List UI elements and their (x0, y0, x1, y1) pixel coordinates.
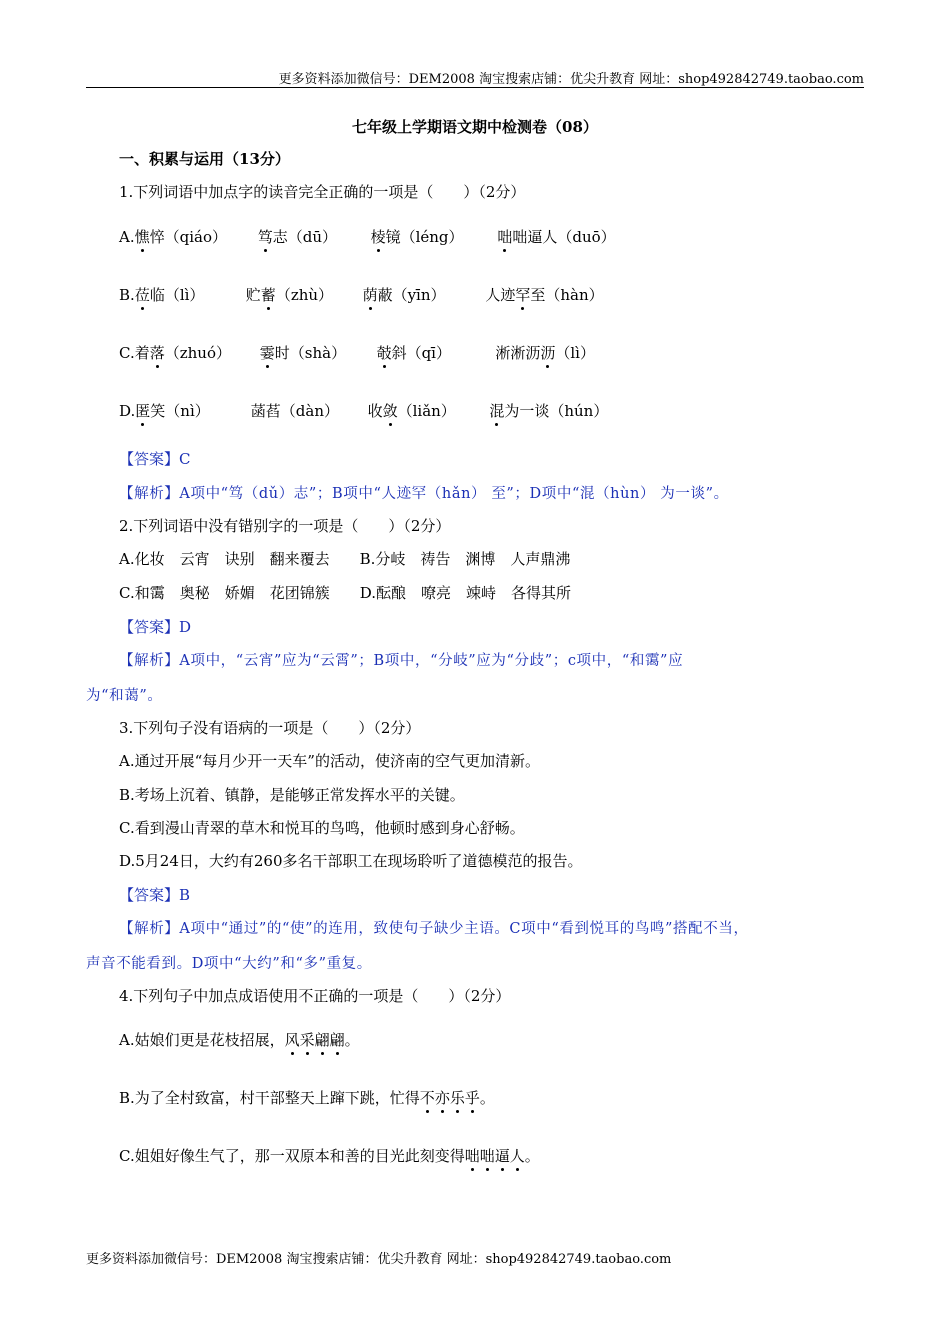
q3-option-a: A.通过开展“每月少开一天车”的活动，使济南的空气更加清新。 (119, 752, 540, 770)
q1-analysis: 【解析】A项中“笃（dǔ）志”；B项中“人迹罕（hǎn） 至”；D项中“混（hùn） 为一谈”。 (119, 486, 729, 502)
q1-option-d: D.匿笑（nì） 菡萏（dàn） 收敛（liǎn） 混为一谈（hún） (119, 402, 609, 420)
q4-option-a: A.姑娘们更是花枝招展，风采翩翩。 (119, 1031, 360, 1049)
q4-stem: 4.下列句子中加点成语使用不正确的一项是（ ）（2分） (119, 987, 511, 1005)
q3-option-d: D.5月24日，大约有260多名干部职工在现场聆听了道德模范的报告。 (119, 852, 583, 870)
page-title: 七年级上学期语文期中检测卷（08） (352, 118, 598, 136)
q1-option-c: C.着落（zhuó） 霎时（shà） 攲斜（qī） 淅淅沥沥（lì） (119, 344, 595, 362)
q4-option-c: C.姐姐好像生气了，那一双原本和善的目光此刻变得咄咄逼人。 (119, 1147, 540, 1165)
q1-answer: 【答案】C (119, 450, 191, 468)
section-heading: 一、积累与运用（13分） (119, 150, 290, 168)
q2-stem: 2.下列词语中没有错别字的一项是（ ）（2分） (119, 517, 451, 535)
q1-stem: 1.下列词语中加点字的读音完全正确的一项是（ ）（2分） (119, 183, 526, 201)
q3-option-b: B.考场上沉着、镇静，是能够正常发挥水平的关键。 (119, 786, 465, 804)
q3-option-c: C.看到漫山青翠的草木和悦耳的鸟鸣，他顿时感到身心舒畅。 (119, 819, 525, 837)
q3-stem: 3.下列句子没有语病的一项是（ ）（2分） (119, 719, 421, 737)
q2-analysis-cont: 为“和蔼”。 (86, 688, 163, 704)
header-rule (86, 87, 864, 88)
q1-option-a: A.憔悴（qiáo） 笃志（dū） 棱镜（léng） 咄咄逼人（duō） (119, 228, 616, 246)
q2-answer: 【答案】D (119, 618, 192, 636)
q2-analysis: 【解析】A项中，“云宵”应为“云霄”；B项中，“分岐”应为“分歧”；c项中，“和霭”应 (119, 653, 684, 669)
page-header: 更多资料添加微信号：DEM2008 淘宝搜索店铺：优尖升教育 网址：shop492842749.taobao.com (278, 72, 864, 87)
q1-option-b: B.莅临（lì） 贮蓄（zhù） 荫蔽（yīn） 人迹罕至（hàn） (119, 286, 604, 304)
q2-options-ab: A.化妆 云宵 诀别 翻来覆去 B.分岐 祷告 渊博 人声鼎沸 (119, 550, 571, 568)
q3-answer: 【答案】B (119, 886, 191, 904)
q3-analysis: 【解析】A项中“通过”的“使”的连用，致使句子缺少主语。C项中“看到悦耳的鸟鸣”搭配不当， (119, 921, 749, 937)
q3-analysis-cont: 声音不能看到。D项中“大约”和“多”重复。 (86, 956, 372, 972)
q2-options-cd: C.和霭 奥秘 娇媚 花团锦簇 D.酝酿 嘹亮 竦峙 各得其所 (119, 584, 571, 602)
page-footer: 更多资料添加微信号：DEM2008 淘宝搜索店铺：优尖升教育 网址：shop492842749.taobao.com (86, 1252, 672, 1267)
q4-option-b: B.为了全村致富，村干部整天上蹿下跳，忙得不亦乐乎。 (119, 1089, 495, 1107)
